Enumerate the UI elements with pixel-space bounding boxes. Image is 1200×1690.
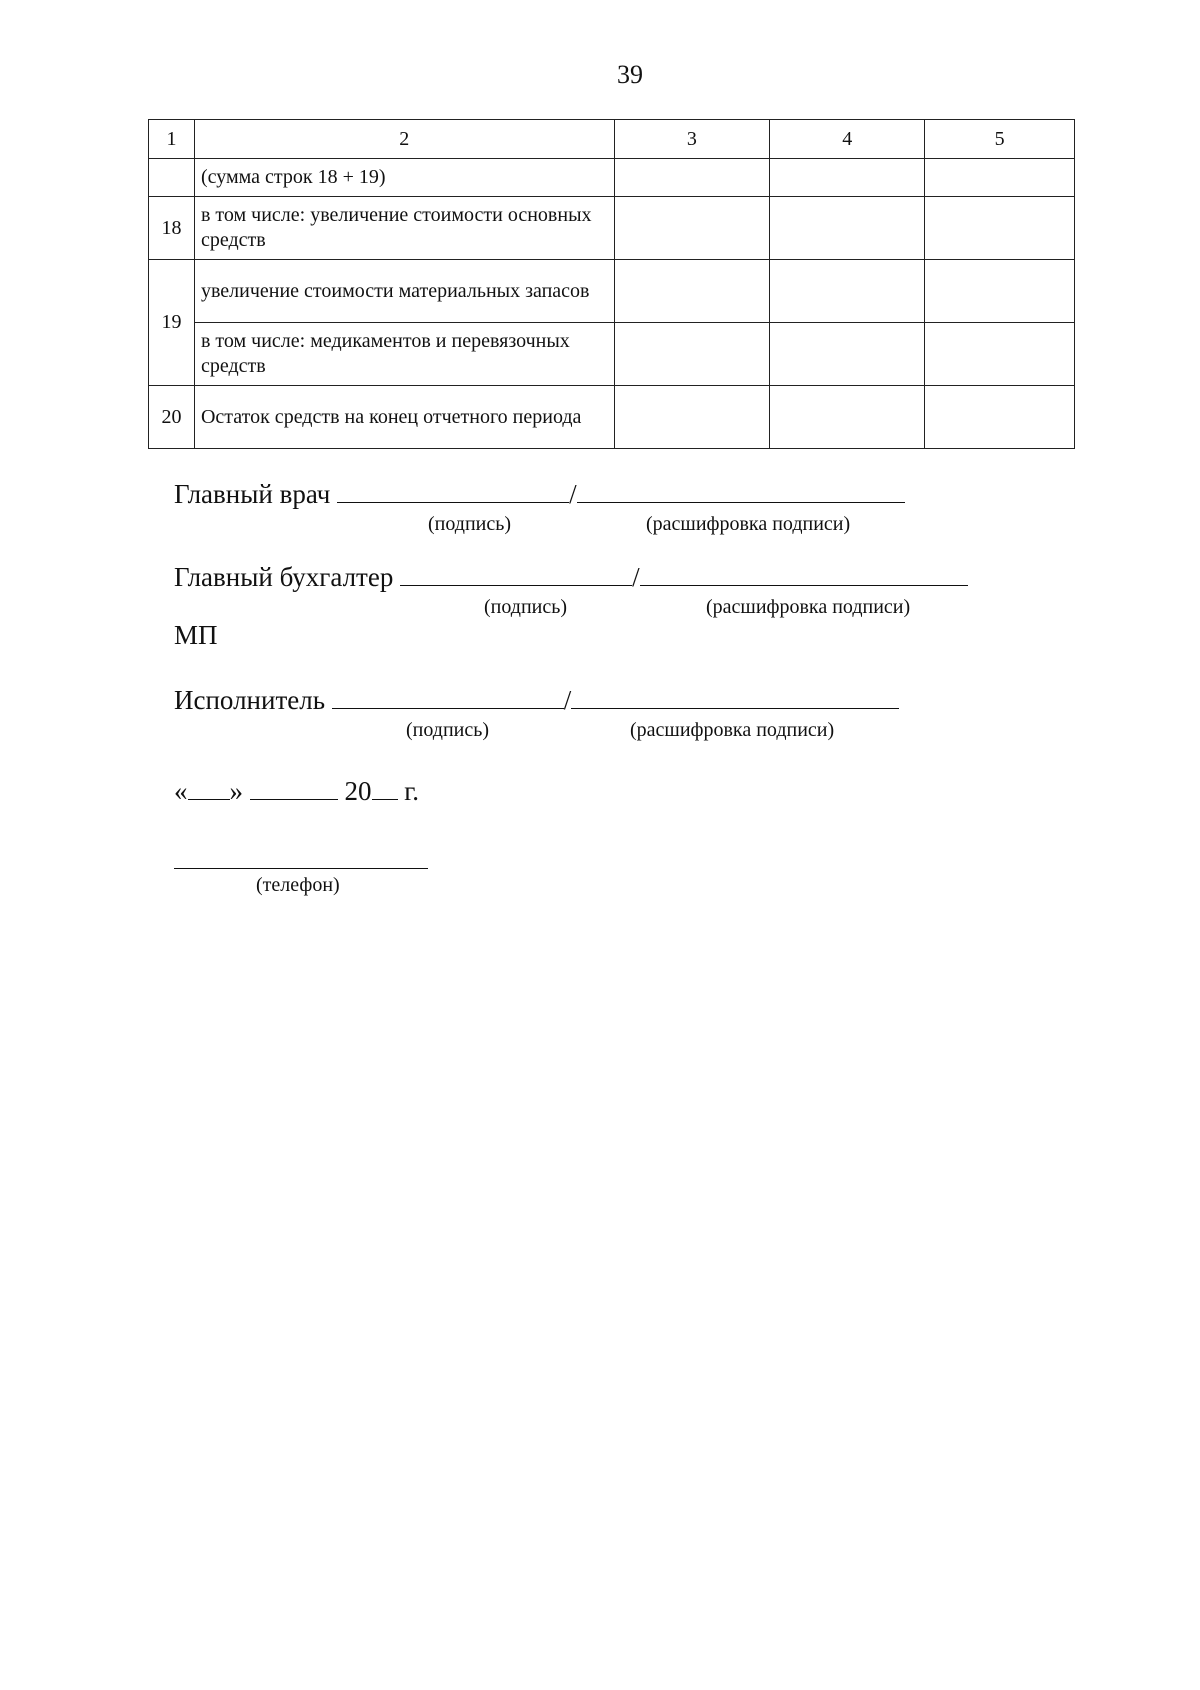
page-number: 39 xyxy=(617,60,643,89)
row-text-cell: Остаток средств на конец отчетного периода xyxy=(194,386,614,449)
signature-caption: (подпись) xyxy=(406,719,490,741)
signature-caption: (подпись) xyxy=(484,596,568,618)
slash: / xyxy=(569,479,577,509)
signature-blank[interactable] xyxy=(332,686,564,709)
signature-blank[interactable] xyxy=(337,480,569,503)
day-blank[interactable] xyxy=(188,777,230,800)
header-cell: 2 xyxy=(194,120,614,159)
row-number-cell: 18 xyxy=(149,197,195,260)
executor-signature-line xyxy=(174,685,899,715)
value-cell xyxy=(614,323,770,386)
row-text-cell: увеличение стоимости материальных запасов xyxy=(194,260,614,323)
decoding-blank[interactable] xyxy=(640,563,968,586)
table-row xyxy=(149,260,1075,323)
table-row xyxy=(149,323,1075,386)
header-cell: 3 xyxy=(614,120,770,159)
header-cell: 4 xyxy=(770,120,925,159)
row-number-cell xyxy=(149,159,195,197)
decoding-caption: (расшифровка подписи) xyxy=(706,596,911,618)
decoding-blank[interactable] xyxy=(577,480,905,503)
value-cell xyxy=(770,197,925,260)
decoding-blank[interactable] xyxy=(571,686,899,709)
value-cell xyxy=(770,260,925,323)
year-suffix: г. xyxy=(404,776,420,806)
chief-accountant-label: Главный бухгалтер xyxy=(174,562,394,592)
phone-caption: (телефон) xyxy=(256,874,340,896)
decoding-caption: (расшифровка подписи) xyxy=(646,513,851,535)
row-text-cell: в том числе: увеличение стоимости основных средств xyxy=(194,197,614,260)
value-cell xyxy=(925,260,1075,323)
row-number-cell: 20 xyxy=(149,386,195,449)
date-line xyxy=(174,776,419,806)
phone-blank[interactable] xyxy=(174,868,428,869)
chief-accountant-signature-line xyxy=(174,562,968,592)
value-cell xyxy=(614,197,770,260)
row-text-cell: (сумма строк 18 + 19) xyxy=(194,159,614,197)
century-prefix: 20 xyxy=(344,776,372,806)
report-table xyxy=(148,119,1075,449)
value-cell xyxy=(614,260,770,323)
value-cell xyxy=(614,386,770,449)
row-number-cell: 19 xyxy=(149,260,195,386)
value-cell xyxy=(770,323,925,386)
header-cell: 1 xyxy=(149,120,195,159)
signature-blank[interactable] xyxy=(400,563,632,586)
value-cell xyxy=(770,159,925,197)
chief-doctor-label: Главный врач xyxy=(174,479,331,509)
value-cell xyxy=(614,159,770,197)
month-blank[interactable] xyxy=(250,777,338,800)
slash: / xyxy=(632,562,640,592)
decoding-caption: (расшифровка подписи) xyxy=(630,719,835,741)
signature-caption: (подпись) xyxy=(428,513,512,535)
value-cell xyxy=(925,197,1075,260)
slash: / xyxy=(563,685,572,715)
table-row xyxy=(149,197,1075,260)
value-cell xyxy=(925,159,1075,197)
close-quote: » xyxy=(229,776,243,806)
table-row xyxy=(149,386,1075,449)
chief-doctor-signature-line xyxy=(174,479,905,509)
value-cell xyxy=(925,386,1075,449)
header-cell: 5 xyxy=(925,120,1075,159)
row-text-cell: в том числе: медикаментов и перевязочных средств xyxy=(194,323,614,386)
stamp-placeholder: МП xyxy=(174,620,218,650)
value-cell xyxy=(925,323,1075,386)
open-quote: « xyxy=(174,776,188,806)
table-header-row xyxy=(149,120,1075,159)
value-cell xyxy=(770,386,925,449)
table-row xyxy=(149,159,1075,197)
executor-label: Исполнитель xyxy=(174,685,326,715)
year-blank[interactable] xyxy=(372,777,398,800)
